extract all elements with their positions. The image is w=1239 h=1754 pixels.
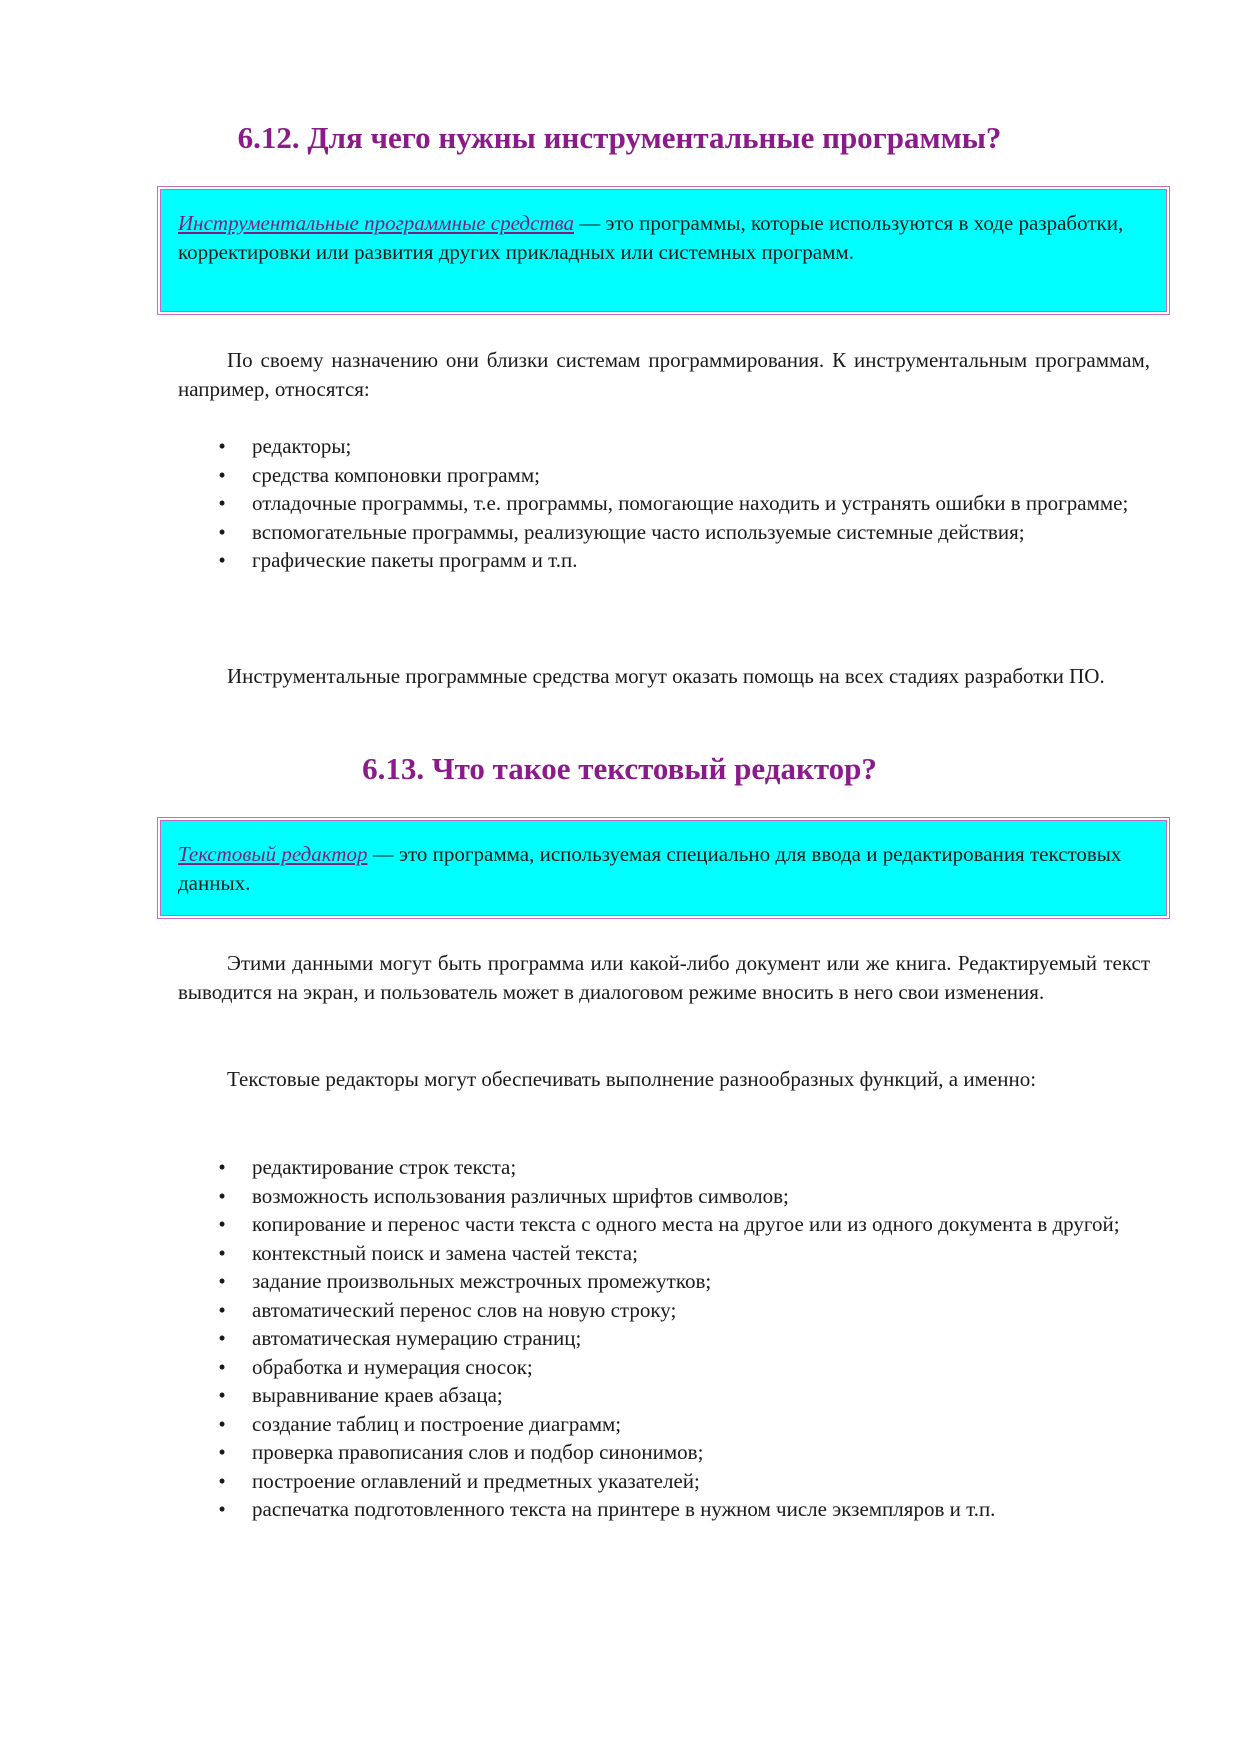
section-heading-6-13: 6.13. Что такое текстовый редактор?: [362, 751, 877, 786]
section-heading-6-12: 6.12. Для чего нужны инструментальные программы?: [237, 120, 1002, 155]
bullet-list-instrumental: [178, 432, 1150, 575]
paragraph-data-types: Этими данными могут быть программа или какой-либо документ или же книга. Редактируемый текст выводится на экран, и пользователь может в диалоговом режиме вносить в него свои изменения.: [178, 951, 1150, 1004]
definition-box-text-editor: [157, 817, 1170, 919]
bullet-icon: •: [218, 1240, 226, 1265]
list-item: • задание произвольных межстрочных промежутков;: [178, 1267, 1150, 1296]
bullet-icon: •: [218, 519, 226, 544]
paragraph-instrumental-help: Инструментальные программные средства могут оказать помощь на всех стадиях разработки ПО.: [227, 664, 1105, 688]
bullet-icon: •: [218, 548, 226, 572]
bullet-icon: •: [218, 462, 226, 487]
paragraph-functions-intro: Текстовые редакторы могут обеспечивать выполнение разнообразных функций, а именно:: [227, 1067, 1037, 1091]
bullet-icon: •: [218, 1212, 226, 1236]
bullet-icon: •: [218, 1440, 226, 1464]
bullet-icon: •: [218, 1155, 226, 1179]
list-item: • обработка и нумерация сносок;: [178, 1353, 1150, 1382]
bullet-icon: •: [218, 1183, 226, 1208]
paragraph-purpose: По своему назначению они близки системам программирования. К инструментальным программам, например, относятся:: [178, 348, 1150, 401]
list-item: • возможность использования различных шрифтов символов;: [178, 1182, 1150, 1211]
list-item: • построение оглавлений и предметных указателей;: [178, 1467, 1150, 1496]
list-item: • редакторы;: [178, 432, 1150, 461]
bullet-icon: •: [218, 1354, 226, 1379]
list-item: • автоматический перенос слов на новую строку;: [178, 1296, 1150, 1325]
list-item: • вспомогательные программы, реализующие часто используемые системные действия;: [178, 518, 1150, 547]
list-item: • отладочные программы, т.е. программы, помогающие находить и устранять ошибки в программе;: [178, 489, 1150, 518]
list-item: • проверка правописания слов и подбор синонимов;: [178, 1438, 1150, 1467]
bullet-icon: •: [218, 1326, 226, 1350]
definition-term: Текстовый редактор: [178, 842, 368, 866]
list-item: • контекстный поиск и замена частей текста;: [178, 1239, 1150, 1268]
definition-text: — это программы, которые используются в ходе разработки, корректировки или развития других прикладных или системных программ.: [178, 211, 1124, 264]
list-item: • автоматическая нумерацию страниц;: [178, 1324, 1150, 1353]
bullet-icon: •: [218, 1468, 226, 1493]
bullet-icon: •: [218, 1383, 226, 1407]
list-item: • создание таблиц и построение диаграмм;: [178, 1410, 1150, 1439]
definition-text: — это программа, используемая специально для ввода и редактирования текстовых данных.: [178, 842, 1122, 895]
bullet-icon: •: [218, 1297, 226, 1322]
list-item: • копирование и перенос части текста с одного места на другое или из одного документа в другой;: [178, 1210, 1150, 1239]
bullet-icon: •: [218, 491, 226, 515]
list-item: • выравнивание краев абзаца;: [178, 1381, 1150, 1410]
list-item: • распечатка подготовленного текста на принтере в нужном числе экземпляров и т.п.: [178, 1495, 1150, 1524]
bullet-icon: •: [218, 1497, 226, 1521]
definition-box-instrumental: [157, 186, 1170, 315]
bullet-icon: •: [218, 1269, 226, 1293]
bullet-list-editor-functions: [178, 1153, 1150, 1524]
bullet-icon: •: [218, 1411, 226, 1436]
definition-term: Инструментальные программные средства: [178, 211, 574, 235]
bullet-icon: •: [218, 434, 226, 458]
list-item: • редактирование строк текста;: [178, 1153, 1150, 1182]
list-item: • графические пакеты программ и т.п.: [178, 546, 1150, 575]
list-item: • средства компоновки программ;: [178, 461, 1150, 490]
